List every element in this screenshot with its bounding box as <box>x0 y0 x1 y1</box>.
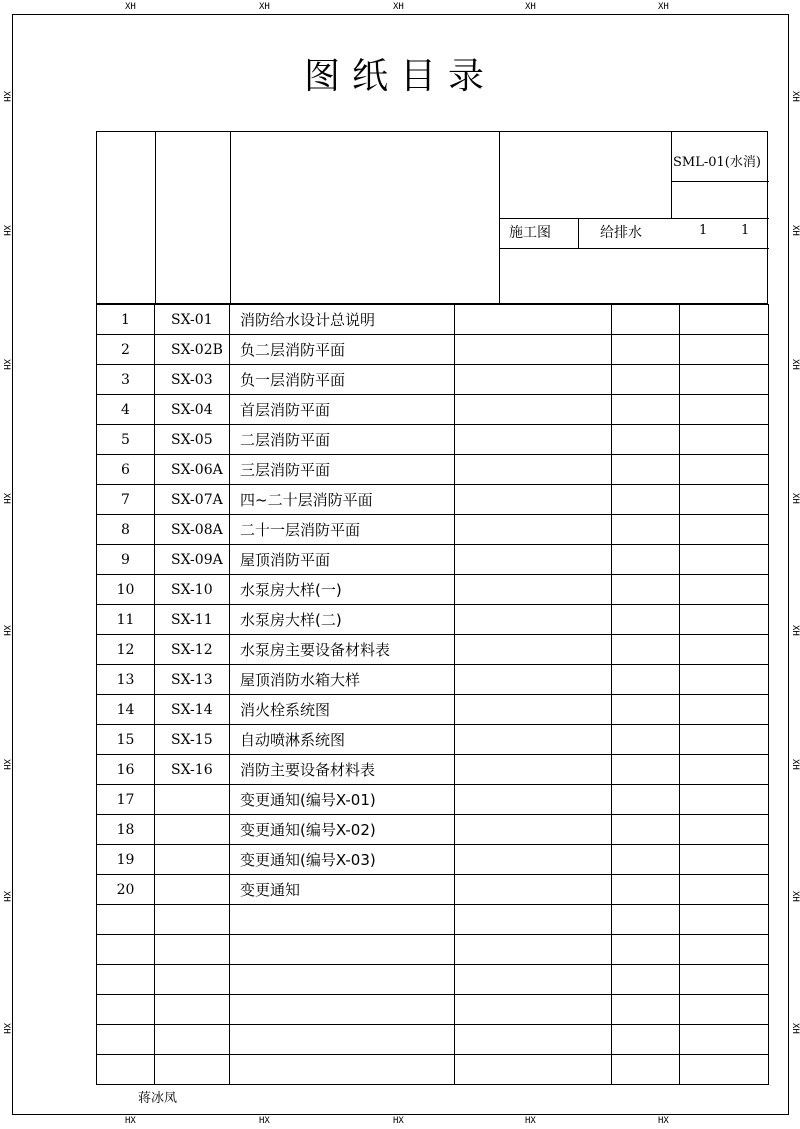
drawing-number: SX-10 <box>155 575 230 605</box>
table-row <box>97 515 769 545</box>
blank-cell <box>455 935 612 965</box>
drawing-number <box>155 875 230 905</box>
drawing-name <box>230 1025 455 1055</box>
blank-cell <box>612 755 680 785</box>
blank-cell <box>455 335 612 365</box>
blank-cell <box>455 785 612 815</box>
page-title: 图纸目录 <box>303 56 496 97</box>
row-number: 14 <box>97 695 155 725</box>
frame-tick-right: XH <box>790 891 800 902</box>
drawing-number <box>155 785 230 815</box>
drawing-name: 变更通知(编号X-02) <box>230 815 455 845</box>
drawing-number: SX-07A <box>155 485 230 515</box>
row-number: 10 <box>97 575 155 605</box>
frame-tick-bottom: HX <box>525 1116 536 1126</box>
blank-cell <box>612 545 680 575</box>
frame-tick-top: XH <box>125 2 136 12</box>
drawing-number: SX-14 <box>155 695 230 725</box>
drawing-number <box>155 1025 230 1055</box>
blank-cell <box>612 1025 680 1055</box>
designer-name: 蒋冰凤 <box>138 1091 178 1106</box>
blank-cell <box>455 965 612 995</box>
drawing-number: SX-15 <box>155 725 230 755</box>
blank-cell <box>680 1055 769 1085</box>
drawing-index-table <box>96 304 769 1085</box>
blank-cell <box>455 995 612 1025</box>
blank-cell <box>455 905 612 935</box>
drawing-name: 二十一层消防平面 <box>230 515 455 545</box>
blank-cell <box>455 755 612 785</box>
row-number: 11 <box>97 605 155 635</box>
blank-cell <box>455 545 612 575</box>
row-number <box>97 1055 155 1085</box>
blank-cell <box>612 785 680 815</box>
drawing-name <box>230 1055 455 1085</box>
drawing-name: 变更通知 <box>230 875 455 905</box>
row-number: 5 <box>97 425 155 455</box>
drawing-number <box>155 935 230 965</box>
drawing-number <box>155 905 230 935</box>
drawing-name: 水泵房大样(一) <box>230 575 455 605</box>
drawing-number: SX-13 <box>155 665 230 695</box>
blank-cell <box>455 1025 612 1055</box>
table-row <box>97 1025 769 1055</box>
table-row <box>97 425 769 455</box>
table-row <box>97 365 769 395</box>
row-number: 7 <box>97 485 155 515</box>
row-number: 8 <box>97 515 155 545</box>
blank-cell <box>680 365 769 395</box>
header-divider <box>671 132 672 219</box>
blank-cell <box>612 485 680 515</box>
drawing-name: 负一层消防平面 <box>230 365 455 395</box>
blank-cell <box>680 785 769 815</box>
blank-cell <box>455 575 612 605</box>
blank-cell <box>612 365 680 395</box>
drawing-name: 消防给水设计总说明 <box>230 305 455 335</box>
drawing-number: SX-04 <box>155 395 230 425</box>
row-number <box>97 995 155 1025</box>
frame-tick-bottom: HX <box>259 1116 270 1126</box>
drawing-name: 变更通知(编号X-01) <box>230 785 455 815</box>
blank-cell <box>455 305 612 335</box>
table-row <box>97 545 769 575</box>
frame-tick-left: XH <box>1 493 11 504</box>
blank-cell <box>612 905 680 935</box>
blank-cell <box>612 455 680 485</box>
blank-cell <box>612 515 680 545</box>
row-number: 17 <box>97 785 155 815</box>
table-row <box>97 305 769 335</box>
blank-cell <box>612 665 680 695</box>
table-row <box>97 755 769 785</box>
frame-tick-left: XH <box>1 891 11 902</box>
frame-tick-left: XH <box>1 1023 11 1034</box>
drawing-number <box>155 1055 230 1085</box>
blank-cell <box>612 575 680 605</box>
blank-cell <box>680 635 769 665</box>
blank-cell <box>612 845 680 875</box>
frame-tick-left: XH <box>1 225 11 236</box>
blank-cell <box>455 485 612 515</box>
blank-cell <box>455 605 612 635</box>
frame-tick-top: XH <box>525 2 536 12</box>
row-number: 15 <box>97 725 155 755</box>
drawing-name: 水泵房大样(二) <box>230 605 455 635</box>
blank-cell <box>680 605 769 635</box>
blank-cell <box>680 875 769 905</box>
blank-cell <box>680 725 769 755</box>
drawing-name: 消火栓系统图 <box>230 695 455 725</box>
blank-cell <box>612 635 680 665</box>
frame-tick-right: XH <box>790 91 800 102</box>
drawing-number <box>155 815 230 845</box>
drawing-number: SX-08A <box>155 515 230 545</box>
header-divider <box>499 218 769 219</box>
blank-cell <box>680 575 769 605</box>
blank-cell <box>680 755 769 785</box>
row-number <box>97 1025 155 1055</box>
blank-cell <box>612 305 680 335</box>
frame-tick-right: XH <box>790 1023 800 1034</box>
stage-label: 施工图 <box>509 225 551 241</box>
table-row <box>97 725 769 755</box>
table-row <box>97 335 769 365</box>
table-row <box>97 665 769 695</box>
blank-cell <box>680 845 769 875</box>
drawing-name: 三层消防平面 <box>230 455 455 485</box>
sheet-count-2: 1 <box>741 223 750 238</box>
row-number: 19 <box>97 845 155 875</box>
blank-cell <box>455 875 612 905</box>
table-row <box>97 575 769 605</box>
blank-cell <box>680 545 769 575</box>
blank-cell <box>455 365 612 395</box>
drawing-name: 水泵房主要设备材料表 <box>230 635 455 665</box>
drawing-name: 自动喷淋系统图 <box>230 725 455 755</box>
blank-cell <box>455 395 612 425</box>
drawing-number: SX-11 <box>155 605 230 635</box>
table-row <box>97 935 769 965</box>
frame-tick-right: XH <box>790 359 800 370</box>
table-row <box>97 635 769 665</box>
drawing-number <box>155 965 230 995</box>
row-number <box>97 935 155 965</box>
blank-cell <box>612 425 680 455</box>
drawing-name: 四~二十层消防平面 <box>230 485 455 515</box>
blank-cell <box>455 635 612 665</box>
drawing-number: SX-05 <box>155 425 230 455</box>
header-divider <box>578 218 579 249</box>
blank-cell <box>455 455 612 485</box>
drawing-code: SML-01(水消) <box>673 155 761 170</box>
drawing-name <box>230 995 455 1025</box>
blank-cell <box>680 665 769 695</box>
blank-cell <box>612 935 680 965</box>
row-number: 12 <box>97 635 155 665</box>
drawing-number: SX-09A <box>155 545 230 575</box>
drawing-name <box>230 935 455 965</box>
blank-cell <box>680 485 769 515</box>
blank-cell <box>612 995 680 1025</box>
table-row <box>97 815 769 845</box>
row-number: 6 <box>97 455 155 485</box>
drawing-name: 首层消防平面 <box>230 395 455 425</box>
frame-tick-top: XH <box>393 2 404 12</box>
blank-cell <box>455 1055 612 1085</box>
drawing-name <box>230 905 455 935</box>
frame-tick-top: XH <box>658 2 669 12</box>
frame-tick-right: XH <box>790 759 800 770</box>
frame-tick-bottom: HX <box>125 1116 136 1126</box>
blank-cell <box>612 965 680 995</box>
table-row <box>97 485 769 515</box>
table-row <box>97 785 769 815</box>
drawing-name: 屋顶消防水箱大样 <box>230 665 455 695</box>
discipline-label: 给排水 <box>600 225 642 241</box>
frame-tick-left: XH <box>1 759 11 770</box>
blank-cell <box>455 815 612 845</box>
drawing-number: SX-02B <box>155 335 230 365</box>
blank-cell <box>680 395 769 425</box>
blank-cell <box>612 815 680 845</box>
blank-cell <box>680 305 769 335</box>
blank-cell <box>680 515 769 545</box>
row-number: 16 <box>97 755 155 785</box>
drawing-number <box>155 995 230 1025</box>
table-row <box>97 845 769 875</box>
drawing-name: 消防主要设备材料表 <box>230 755 455 785</box>
frame-tick-right: XH <box>790 625 800 636</box>
table-row <box>97 905 769 935</box>
blank-cell <box>455 845 612 875</box>
row-number: 20 <box>97 875 155 905</box>
table-body <box>97 305 769 1085</box>
frame-tick-right: XH <box>790 493 800 504</box>
row-number <box>97 965 155 995</box>
frame-tick-top: XH <box>259 2 270 12</box>
table-row <box>97 605 769 635</box>
table-row <box>97 395 769 425</box>
frame-tick-left: XH <box>1 625 11 636</box>
blank-cell <box>612 695 680 725</box>
blank-cell <box>455 515 612 545</box>
header-block <box>96 131 768 304</box>
blank-cell <box>680 455 769 485</box>
header-divider <box>155 132 156 305</box>
table-row <box>97 995 769 1025</box>
blank-cell <box>680 335 769 365</box>
frame-tick-left: XH <box>1 91 11 102</box>
blank-cell <box>612 875 680 905</box>
header-divider <box>671 181 769 182</box>
drawing-name: 屋顶消防平面 <box>230 545 455 575</box>
table-row <box>97 965 769 995</box>
blank-cell <box>612 1055 680 1085</box>
row-number: 9 <box>97 545 155 575</box>
drawing-number: SX-16 <box>155 755 230 785</box>
drawing-number: SX-03 <box>155 365 230 395</box>
row-number: 2 <box>97 335 155 365</box>
frame-tick-left: XH <box>1 359 11 370</box>
sheet-count-1: 1 <box>699 223 708 238</box>
blank-cell <box>612 335 680 365</box>
row-number: 4 <box>97 395 155 425</box>
table-row <box>97 1055 769 1085</box>
row-number: 13 <box>97 665 155 695</box>
drawing-number <box>155 845 230 875</box>
blank-cell <box>612 725 680 755</box>
table-row <box>97 455 769 485</box>
row-number: 1 <box>97 305 155 335</box>
drawing-number: SX-06A <box>155 455 230 485</box>
drawing-name: 变更通知(编号X-03) <box>230 845 455 875</box>
blank-cell <box>455 725 612 755</box>
frame-tick-bottom: HX <box>393 1116 404 1126</box>
header-divider <box>230 132 231 305</box>
blank-cell <box>455 425 612 455</box>
blank-cell <box>612 395 680 425</box>
drawing-number: SX-01 <box>155 305 230 335</box>
blank-cell <box>680 995 769 1025</box>
frame-tick-right: XH <box>790 225 800 236</box>
blank-cell <box>680 1025 769 1055</box>
blank-cell <box>680 965 769 995</box>
blank-cell <box>680 425 769 455</box>
blank-cell <box>680 905 769 935</box>
row-number: 18 <box>97 815 155 845</box>
blank-cell <box>612 605 680 635</box>
frame-tick-bottom: HX <box>658 1116 669 1126</box>
blank-cell <box>455 665 612 695</box>
drawing-name: 二层消防平面 <box>230 425 455 455</box>
drawing-number: SX-12 <box>155 635 230 665</box>
table-row <box>97 695 769 725</box>
blank-cell <box>680 815 769 845</box>
row-number: 3 <box>97 365 155 395</box>
header-divider <box>499 248 769 249</box>
drawing-name: 负二层消防平面 <box>230 335 455 365</box>
table-row <box>97 875 769 905</box>
blank-cell <box>680 935 769 965</box>
row-number <box>97 905 155 935</box>
drawing-name <box>230 965 455 995</box>
blank-cell <box>680 695 769 725</box>
blank-cell <box>455 695 612 725</box>
